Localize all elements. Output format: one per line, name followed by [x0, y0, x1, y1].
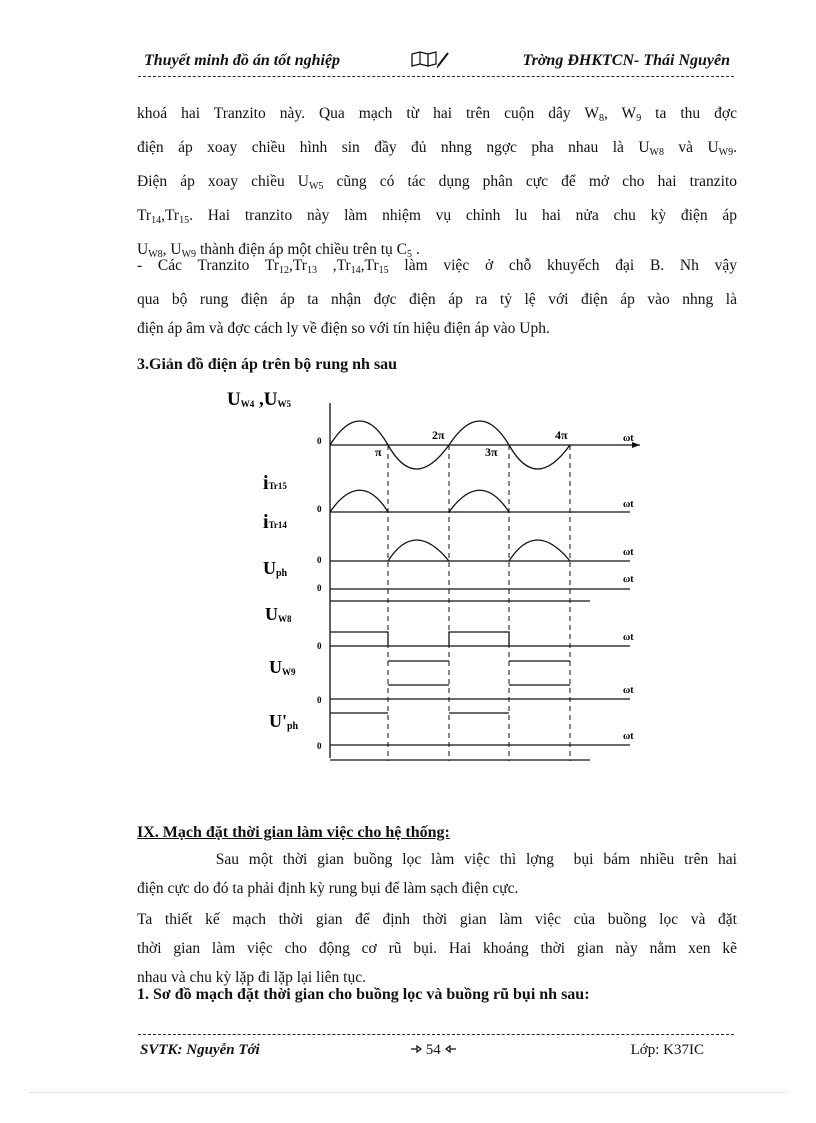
label-uw9: UW9 [269, 657, 296, 677]
pulse-itr14 [388, 540, 570, 561]
svg-text:0: 0 [317, 504, 322, 514]
svg-text:0: 0 [317, 695, 322, 705]
pulse-itr15 [330, 490, 509, 512]
text-line: điện áp âm và đợc cách ly về điện so với tín hiệu điện áp vào Uph. [137, 320, 550, 337]
omega-t-row6: ωt [623, 685, 634, 696]
tick-2pi: 2π [432, 428, 445, 442]
label-itr15: iTr15 [263, 472, 287, 494]
text-line: nhau và chu kỳ lặp đi lặp lại liên tục. [137, 969, 366, 986]
omega-t-row2: ωt [623, 499, 634, 510]
label-uph: Uph [263, 558, 288, 579]
text-line: qua bộ rung điện áp ta nhận đợc điện áp ra tỷ lệ với điện áp vào nhng là [137, 291, 737, 308]
omega-t-row1: ωt [623, 433, 634, 444]
text-line: khoá hai Tranzito này. Qua mạch từ hai trên cuộn dây $W_8$, $W_9$ ta thu đợc [137, 105, 737, 124]
svg-text:0: 0 [317, 583, 322, 593]
svg-text:0: 0 [317, 555, 322, 565]
omega-t-row7: ωt [623, 731, 634, 742]
text-line: $Tr_{14},Tr_{15}$. Hai tranzito này làm nhiệm vụ chỉnh lu hai nửa chu kỳ điện áp [137, 207, 737, 226]
voltage-waveform-diagram [225, 383, 645, 775]
footer-author: SVTK: Nguyễn Tới [140, 1042, 260, 1058]
paragraph-circuit-description [137, 99, 737, 269]
omega-t-row4: ωt [623, 574, 634, 585]
zero-labels [317, 436, 322, 751]
text-line: thời gian làm việc cho động cơ rũ bụi. Hai khoảng thời gian này nằm xen kẽ [137, 940, 737, 957]
label-itr14: iTr14 [263, 511, 287, 533]
omega-t-row3: ωt [623, 547, 634, 558]
text-line: điện áp xoay chiều hình sin đầy đủ nhng ngợc pha nhau là $U_{W8}$ và $U_{W9}$. [137, 139, 737, 158]
tick-pi: π [375, 445, 382, 459]
label-uw4-uw5: UW4 ,UW5 [227, 389, 291, 410]
tick-3pi: 3π [485, 445, 498, 459]
page-header [138, 50, 734, 76]
text-line: Sau một thời gian buồng lọc làm việc thì lợng bụi bám nhiều trên hai [137, 851, 737, 868]
section-1-heading: 1. Sơ đồ mạch đặt thời gian cho buồng lọc và buồng rũ bụi nh sau: [137, 986, 590, 1003]
omega-t-row5: ωt [623, 632, 634, 643]
header-university: Trờng ĐHKTCN- Thái Nguyên [522, 52, 730, 69]
page-footer [138, 1030, 734, 1060]
paragraph-transistor-operation [137, 251, 737, 343]
paragraph-timer-design [137, 905, 737, 992]
page-number: 54 [410, 1042, 457, 1059]
svg-text:0: 0 [317, 741, 322, 751]
text-line: $U_{W8}$, $U_{W9}$ thành điện áp một chiều trên tụ $C_5$ . [137, 241, 420, 260]
text-line: Điện áp xoay chiều $U_{W5}$ cũng có tác dụng phân cực để mở cho hai tranzito [137, 173, 737, 192]
footer-class: Lớp: K37IC [630, 1042, 704, 1058]
square-uw8 [330, 632, 509, 646]
text-line: điện cực do đó ta phải định kỳ rung bụi để làm sạch điện cực. [137, 880, 519, 897]
label-uw8: UW8 [265, 604, 292, 624]
text-line: Ta thiết kế mạch thời gian để định thời gian làm việc của buồng lọc và đặt [137, 911, 737, 928]
footer-rule [138, 1034, 734, 1035]
section-3-heading: 3.Giản đồ điện áp trên bộ rung nh sau [137, 356, 398, 373]
bottom-dotted-rule [30, 1092, 786, 1093]
header-thesis-title: Thuyết minh đồ án tốt nghiệp [144, 52, 341, 69]
text-line: - Các Tranzito $Tr_{12},Tr_{13}$ $,Tr_{14},Tr_{15}$ làm việc ở chỗ khuyếch đại B. Nh vậy [137, 257, 737, 276]
svg-text:0: 0 [317, 641, 322, 651]
tick-4pi: 4π [555, 428, 568, 442]
hand-pointer-left-icon [445, 1043, 457, 1055]
hand-pointer-right-icon [410, 1043, 422, 1055]
svg-text:0: 0 [317, 436, 322, 446]
paragraph-dust-cleaning [137, 845, 737, 903]
header-rule [138, 76, 734, 77]
section-ix-heading: IX. Mạch đặt thời gian làm việc cho hệ thống: [137, 824, 450, 841]
label-uph-prime: U'ph [269, 711, 299, 732]
book-pen-icon [410, 50, 450, 70]
